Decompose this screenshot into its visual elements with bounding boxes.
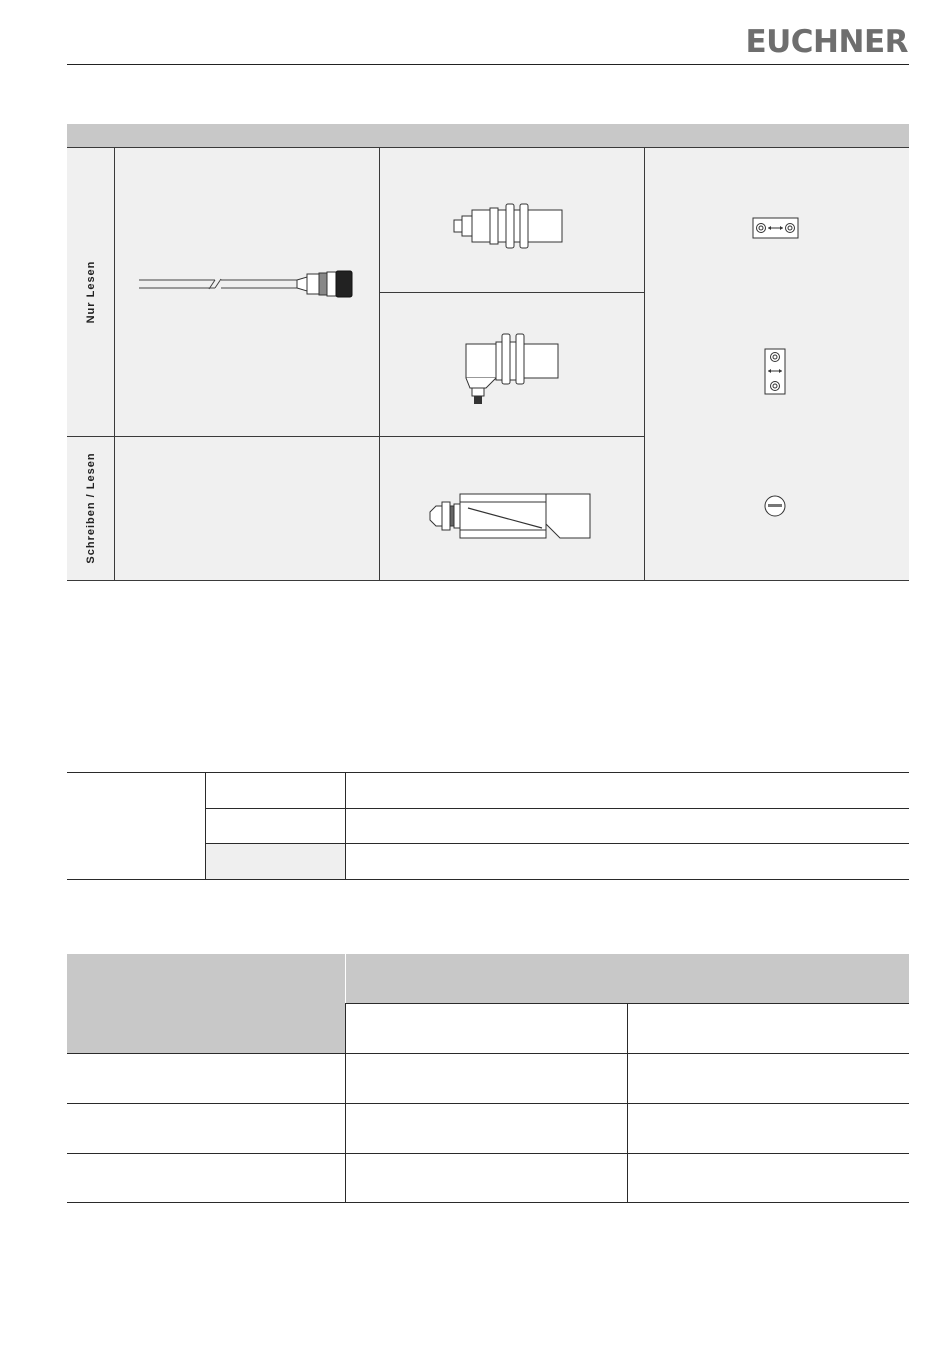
grid-line bbox=[114, 148, 115, 580]
info-table-shaded-cell bbox=[206, 844, 346, 879]
grid-line bbox=[379, 292, 644, 293]
grid-line bbox=[67, 436, 644, 437]
table-line bbox=[205, 772, 206, 879]
cylindrical-read-head-icon bbox=[452, 202, 567, 250]
product-table-header bbox=[67, 124, 909, 147]
grid-line bbox=[379, 148, 380, 580]
table-line bbox=[345, 772, 346, 879]
table-line bbox=[627, 1003, 628, 1202]
grid-line bbox=[644, 148, 645, 580]
row-label-read-write: Schreiben / Lesen bbox=[85, 452, 97, 564]
row-label-read-only: Nur Lesen bbox=[85, 260, 97, 324]
table-line bbox=[67, 1053, 909, 1054]
connection-cable-icon bbox=[135, 268, 360, 300]
table-line bbox=[67, 1103, 909, 1104]
rectangular-read-write-head-icon bbox=[428, 490, 596, 542]
round-tag-icon bbox=[763, 494, 787, 518]
table-line bbox=[67, 879, 909, 880]
table-line bbox=[67, 1153, 909, 1154]
vertical-tag-icon bbox=[763, 348, 787, 396]
table-line bbox=[206, 808, 909, 809]
brand-logo: EUCHNER bbox=[745, 24, 908, 60]
table-line bbox=[67, 1202, 909, 1203]
table-line bbox=[206, 843, 909, 844]
spec-table-header-left bbox=[67, 954, 345, 1053]
empty-rw-cable-cell bbox=[115, 436, 379, 580]
grid-line bbox=[67, 147, 909, 148]
table-line bbox=[67, 772, 909, 773]
rectangular-tag-icon bbox=[752, 216, 800, 240]
grid-line bbox=[67, 580, 909, 581]
table-line bbox=[345, 1003, 346, 1202]
angled-read-head-icon bbox=[460, 330, 562, 410]
spec-table-header-right bbox=[346, 954, 909, 1003]
header-divider bbox=[67, 64, 909, 65]
